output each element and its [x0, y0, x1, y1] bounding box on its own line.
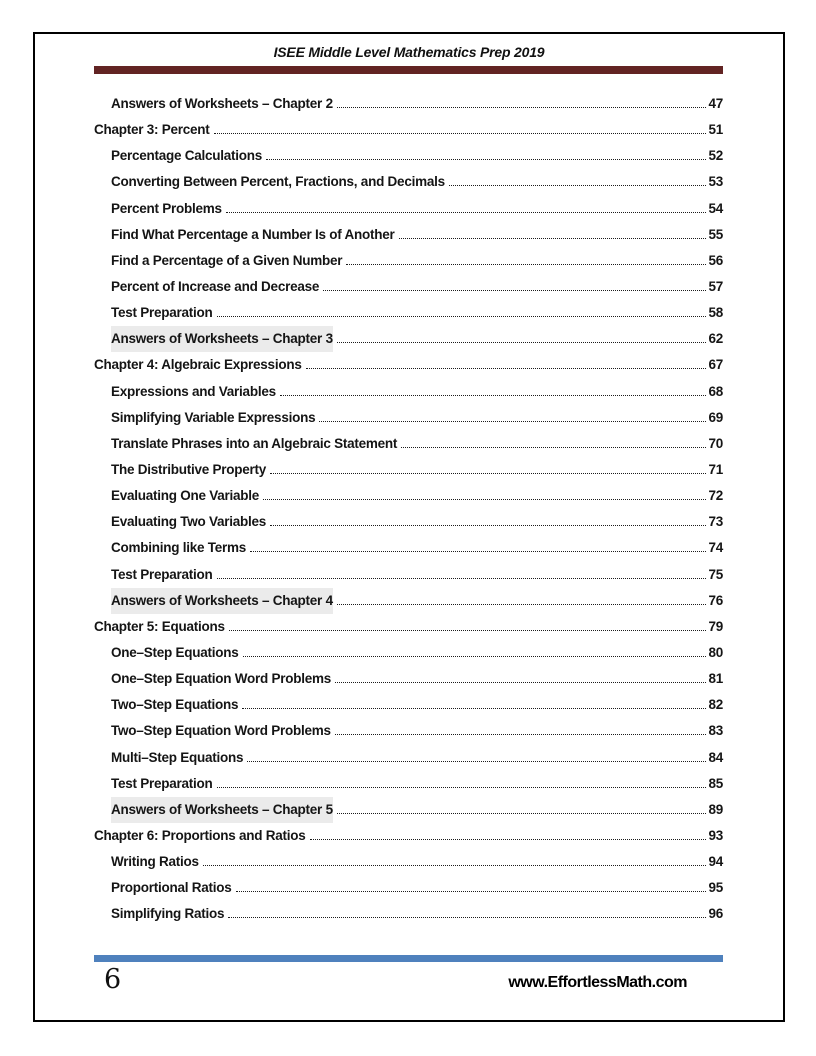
toc-entry-page-number: 55 [708, 226, 723, 242]
toc-leader-dots [217, 578, 707, 579]
toc-leader-dots [270, 525, 706, 526]
toc-entry-label: Chapter 5: Equations [94, 618, 225, 634]
toc-entry[interactable] [94, 588, 723, 614]
toc-entry[interactable] [94, 352, 723, 378]
toc-entry-page-number: 80 [708, 644, 723, 660]
toc-leader-dots [247, 761, 706, 762]
toc-entry[interactable] [94, 614, 723, 640]
toc-entry[interactable] [94, 875, 723, 901]
toc-entry-page-number: 83 [708, 723, 723, 739]
toc-entry-label: Combining like Terms [111, 540, 247, 556]
toc-entry-page-number: 82 [708, 697, 723, 713]
toc-entry[interactable] [94, 196, 723, 222]
toc-entry-label: The Distributive Property [111, 461, 267, 477]
toc-entry[interactable] [94, 849, 723, 875]
toc-leader-dots [280, 395, 707, 396]
toc-leader-dots [266, 159, 706, 160]
toc-entry-page-number: 89 [708, 801, 723, 817]
toc-leader-dots [306, 368, 707, 369]
toc-entry[interactable] [94, 718, 723, 744]
toc-entry-page-number: 70 [708, 435, 723, 451]
toc-entry-label: Answers of Worksheets – Chapter 2 [111, 96, 333, 111]
toc-entry-label: Evaluating Two Variables [111, 514, 267, 530]
toc-entry-label: Percent of Increase and Decrease [111, 278, 320, 294]
toc-entry-label: Two–Step Equation Word Problems [111, 723, 331, 739]
toc-entry[interactable] [94, 300, 723, 326]
toc-entry-label: Chapter 6: Proportions and Ratios [94, 827, 306, 843]
toc-entry-page-number: 72 [708, 488, 723, 504]
toc-entry-page-number: 85 [708, 775, 723, 791]
toc-entry-label: Simplifying Ratios [111, 906, 225, 922]
toc-entry[interactable] [94, 771, 723, 797]
toc-leader-dots [319, 421, 706, 422]
toc-entry-label: Writing Ratios [111, 854, 199, 870]
toc-leader-dots [250, 551, 706, 552]
toc-entry-page-number: 51 [708, 122, 723, 138]
toc-entry[interactable] [94, 169, 723, 195]
toc-entry-label: Answers of Worksheets – Chapter 3 [111, 326, 333, 352]
toc-entry-page-number: 74 [708, 540, 723, 556]
toc-entry-label: Chapter 3: Percent [94, 122, 210, 138]
toc-entry-page-number: 95 [708, 880, 723, 896]
toc-entry-page-number: 67 [708, 357, 723, 373]
toc-entry-page-number: 68 [708, 383, 723, 399]
toc-entry[interactable] [94, 640, 723, 666]
toc-leader-dots [214, 133, 707, 134]
toc-entry-page-number: 84 [708, 749, 723, 765]
toc-entry[interactable] [94, 274, 723, 300]
footer-rule-bar [94, 955, 723, 962]
toc-entry-label: Expressions and Variables [111, 383, 276, 399]
toc-entry-label: Test Preparation [111, 775, 213, 791]
toc-entry-label: Answers of Worksheets – Chapter 4 [111, 588, 333, 614]
toc-entry-page-number: 75 [708, 566, 723, 582]
toc-entry-page-number: 79 [708, 618, 723, 634]
toc-leader-dots [323, 290, 706, 291]
page-header-title: ISEE Middle Level Mathematics Prep 2019 [273, 44, 545, 60]
toc-entry-page-number: 62 [708, 331, 723, 347]
toc-entry-label: Evaluating One Variable [111, 488, 260, 504]
toc-entry[interactable] [94, 248, 723, 274]
toc-leader-dots [229, 630, 707, 631]
footer-page-number: 6 [104, 964, 122, 995]
toc-entry-page-number: 54 [708, 200, 723, 216]
toc-leader-dots [217, 316, 707, 317]
toc-entry[interactable] [94, 91, 723, 117]
toc-leader-dots [243, 656, 707, 657]
footer-website-link[interactable]: www.EffortlessMath.com [508, 974, 687, 991]
page-frame [33, 32, 785, 1022]
toc-entry-label: Find What Percentage a Number Is of Another [111, 226, 395, 242]
toc-entry-label: Multi–Step Equations [111, 749, 244, 765]
header-rule-bar [94, 66, 723, 74]
toc-leader-dots [263, 499, 706, 500]
toc-leader-dots [270, 473, 706, 474]
toc-leader-dots [337, 107, 707, 108]
toc-entry[interactable] [94, 692, 723, 718]
page-footer [94, 964, 723, 996]
toc-leader-dots [401, 447, 706, 448]
toc-leader-dots [242, 708, 706, 709]
toc-entry-label: Two–Step Equations [111, 697, 239, 713]
toc-entry[interactable] [94, 562, 723, 588]
toc-entry-page-number: 81 [708, 671, 723, 687]
toc-entry[interactable] [94, 823, 723, 849]
toc-entry-label: Test Preparation [111, 566, 213, 582]
toc-leader-dots [203, 865, 707, 866]
toc-entry[interactable] [94, 222, 723, 248]
toc-entry-page-number: 94 [708, 854, 723, 870]
toc-entry-label: Answers of Worksheets – Chapter 5 [111, 797, 333, 823]
toc-entry[interactable] [94, 509, 723, 535]
toc-entry-page-number: 73 [708, 514, 723, 530]
toc-entry-label: Test Preparation [111, 305, 213, 321]
toc-entry[interactable] [94, 797, 723, 823]
toc-leader-dots [236, 891, 707, 892]
toc-entry[interactable] [94, 117, 723, 143]
toc-leader-dots [337, 604, 707, 605]
toc-leader-dots [226, 212, 707, 213]
toc-entry-label: One–Step Equations [111, 644, 239, 660]
toc-entry-page-number: 53 [708, 174, 723, 190]
toc-leader-dots [217, 787, 707, 788]
toc-entry[interactable] [94, 143, 723, 169]
toc-leader-dots [335, 682, 706, 683]
toc-entry-page-number: 76 [708, 592, 723, 608]
toc-entry-label: Percentage Calculations [111, 148, 263, 164]
toc-entry-label: Converting Between Percent, Fractions, and Decimals [111, 174, 445, 190]
toc-entry[interactable] [94, 901, 723, 927]
toc-leader-dots [449, 185, 707, 186]
toc-list [94, 91, 723, 928]
toc-leader-dots [228, 917, 706, 918]
toc-entry[interactable] [94, 326, 723, 352]
toc-entry-page-number: 52 [708, 148, 723, 164]
toc-entry-label: Chapter 4: Algebraic Expressions [94, 357, 302, 373]
toc-entry-label: Percent Problems [111, 200, 222, 216]
toc-leader-dots [346, 264, 706, 265]
toc-entry-label: One–Step Equation Word Problems [111, 671, 332, 687]
toc-entry-page-number: 57 [708, 278, 723, 294]
toc-entry-label: Proportional Ratios [111, 880, 232, 896]
toc-entry[interactable] [94, 379, 723, 405]
toc-leader-dots [337, 813, 707, 814]
toc-entry-page-number: 71 [708, 461, 723, 477]
toc-entry-page-number: 47 [708, 96, 723, 111]
toc-entry[interactable] [94, 483, 723, 509]
toc-leader-dots [399, 238, 707, 239]
toc-entry-page-number: 96 [708, 906, 723, 922]
toc-entry-label: Translate Phrases into an Algebraic Statement [111, 435, 398, 451]
toc-entry-label: Simplifying Variable Expressions [111, 409, 316, 425]
toc-entry-page-number: 56 [708, 252, 723, 268]
toc-entry[interactable] [94, 745, 723, 771]
toc-leader-dots [310, 839, 707, 840]
toc-entry[interactable] [94, 431, 723, 457]
toc-entry[interactable] [94, 666, 723, 692]
toc-leader-dots [335, 734, 707, 735]
toc-entry-page-number: 58 [708, 305, 723, 321]
toc-leader-dots [337, 342, 707, 343]
toc-entry-page-number: 69 [708, 409, 723, 425]
toc-entry[interactable] [94, 457, 723, 483]
toc-entry-label: Find a Percentage of a Given Number [111, 252, 343, 268]
toc-entry[interactable] [94, 405, 723, 431]
toc-entry[interactable] [94, 535, 723, 561]
toc-entry-page-number: 93 [708, 827, 723, 843]
